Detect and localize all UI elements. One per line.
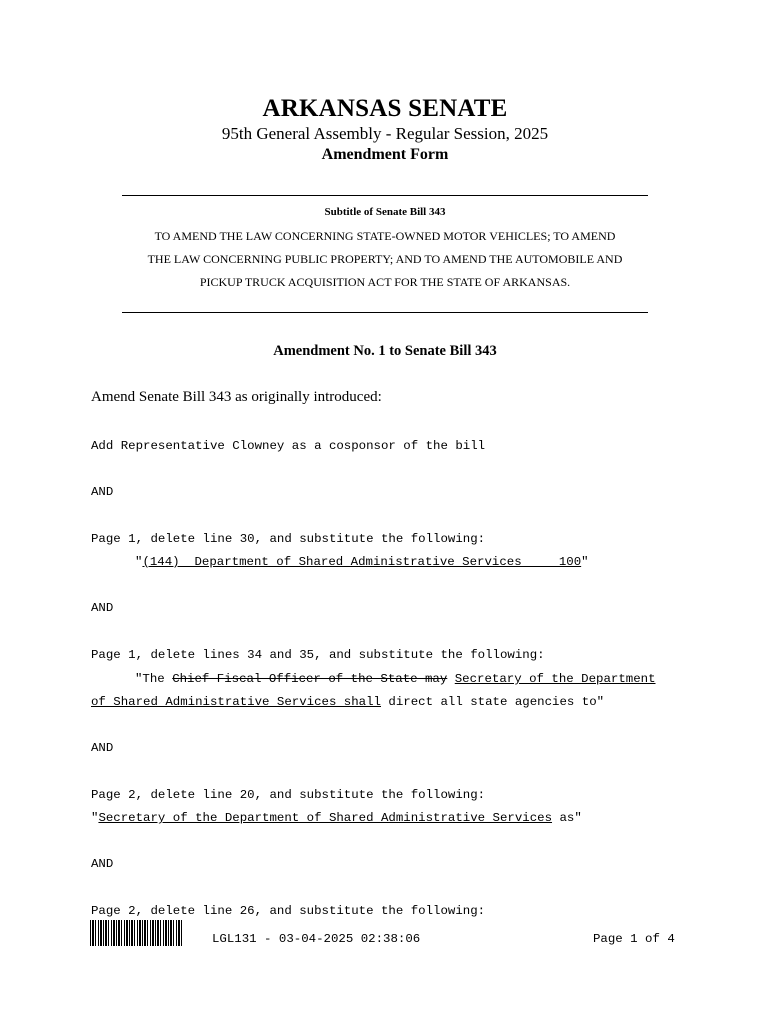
- item4-instruction: Page 2, delete line 26, and substitute the following:: [91, 904, 486, 918]
- item2-substitution-line-2: of Shared Administrative Services shall direct all state agencies to": [91, 695, 605, 709]
- and-separator-4: AND: [91, 857, 114, 871]
- subtitle-heading: Subtitle of Senate Bill 343: [324, 206, 446, 218]
- and-separator-3: AND: [91, 741, 114, 755]
- bottom-divider: [122, 312, 648, 313]
- item1-instruction: Page 1, delete line 30, and substitute the following:: [91, 532, 486, 546]
- and-separator-2: AND: [91, 601, 114, 615]
- amendment-heading: Amendment No. 1 to Senate Bill 343: [273, 343, 497, 359]
- item3-instruction: Page 2, delete line 20, and substitute the following:: [91, 788, 486, 802]
- item3-substitution: "Secretary of the Department of Shared Administrative Services as": [91, 811, 582, 825]
- cosponsor-line: Add Representative Clowney as a cosponsor of the bill: [91, 439, 486, 453]
- item2-substitution-line-1: "The Chief Fiscal Officer of the State may Secretary of the Department: [135, 672, 656, 686]
- session-line: 95th General Assembly - Regular Session, 2025: [221, 124, 549, 143]
- top-divider: [122, 195, 648, 196]
- subtitle-line-3: PICKUP TRUCK ACQUISITION ACT FOR THE STATE OF ARKANSAS.: [199, 275, 571, 289]
- item1-inserted-text: (144) Department of Shared Administrative Services 100: [142, 555, 582, 569]
- document-id: LGL131 - 03-04-2025 02:38:06: [212, 932, 421, 946]
- item2-inserted-text-2: of Shared Administrative Services shall: [91, 695, 381, 709]
- item2-inserted-text-1: Secretary of the Department: [454, 672, 656, 686]
- amendment-intro: Amend Senate Bill 343 as originally introduced:: [91, 389, 382, 405]
- item2-deleted-text: Chief Fiscal Officer of the State may: [172, 672, 448, 686]
- subtitle-line-2: THE LAW CONCERNING PUBLIC PROPERTY; AND TO AMEND THE AUTOMOBILE AND: [147, 252, 623, 266]
- item3-inserted-text: Secretary of the Department of Shared Administrative Services: [98, 811, 553, 825]
- item2-instruction: Page 1, delete lines 34 and 35, and substitute the following:: [91, 648, 545, 662]
- item1-substitution: "(144) Department of Shared Administrative Services 100": [135, 555, 589, 569]
- document-title: ARKANSAS SENATE: [262, 95, 508, 122]
- and-separator-1: AND: [91, 485, 114, 499]
- barcode-image: [90, 920, 182, 946]
- form-name: Amendment Form: [321, 146, 449, 163]
- page-number: Page 1 of 4: [593, 932, 675, 946]
- subtitle-line-1: TO AMEND THE LAW CONCERNING STATE-OWNED MOTOR VEHICLES; TO AMEND: [154, 229, 616, 243]
